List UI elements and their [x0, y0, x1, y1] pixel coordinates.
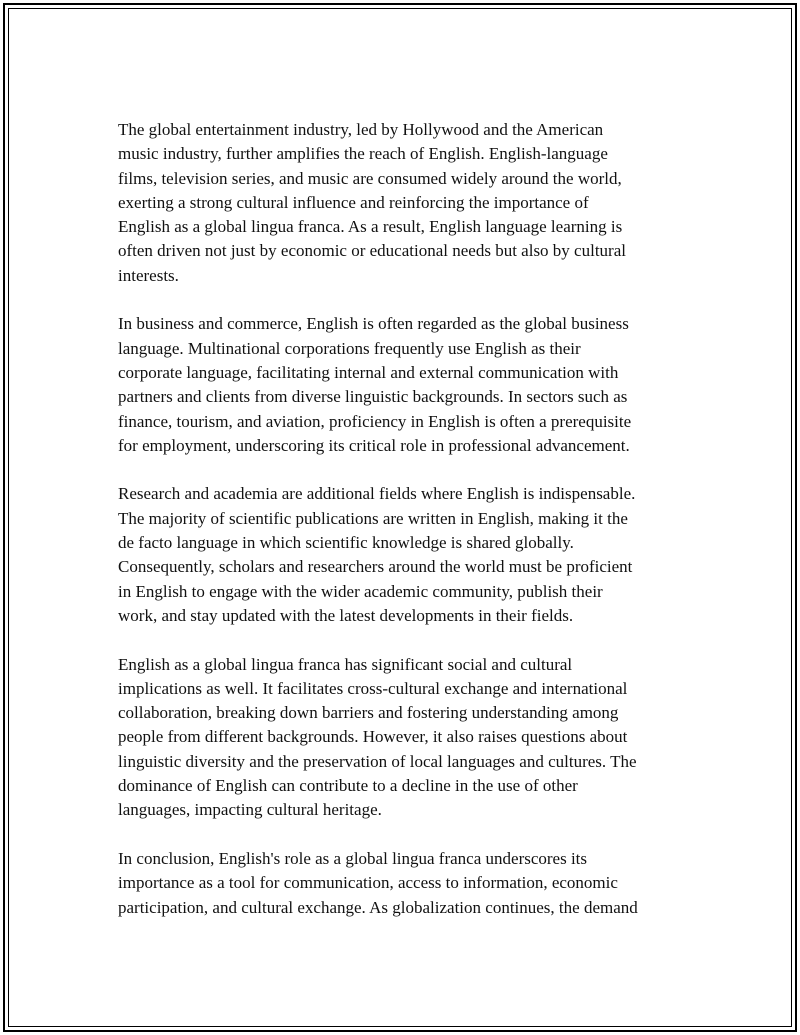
- paragraph-research: Research and academia are additional fields where English is indispensable. The majority of scientific publications are written in English, making it the de facto language in which scientific knowledge is shared globally. Consequently, scholars and researchers around the world must be proficient in English to engage with the wider academic community, publish their work, and stay updated with the latest developments in their fields.: [118, 484, 636, 625]
- document-body: [118, 118, 698, 944]
- paragraph-conclusion: In conclusion, English's role as a global lingua franca underscores its importance as a tool for communication, access to information, economic participation, and cultural exchange. As globalization continues, the demand: [118, 848, 638, 917]
- paragraph-social-cultural: English as a global lingua franca has significant social and cultural implications as well. It facilitates cross-cultural exchange and international collaboration, breaking down barriers and fostering understanding among people from different backgrounds. However, it also raises questions about linguistic diversity and the preservation of local languages and cultures. The dominance of English can contribute to a decline in the use of other languages, impacting cultural heritage.: [118, 654, 637, 820]
- paragraph-business: In business and commerce, English is often regarded as the global business language. Multinational corporations frequently use English as their corporate language, facilitating internal and external communication with partners and clients from diverse linguistic backgrounds. In sectors such as finance, tourism, and aviation, proficiency in English is often a prerequisite for employment, underscoring its critical role in professional advancement.: [118, 314, 632, 455]
- paragraph-entertainment: The global entertainment industry, led by Hollywood and the American music industry, further amplifies the reach of English. English-language films, television series, and music are consumed widely around the world, exerting a strong cultural influence and reinforcing the importance of English as a global lingua franca. As a result, English language learning is often driven not just by economic or educational needs but also by cultural interests.: [118, 120, 626, 285]
